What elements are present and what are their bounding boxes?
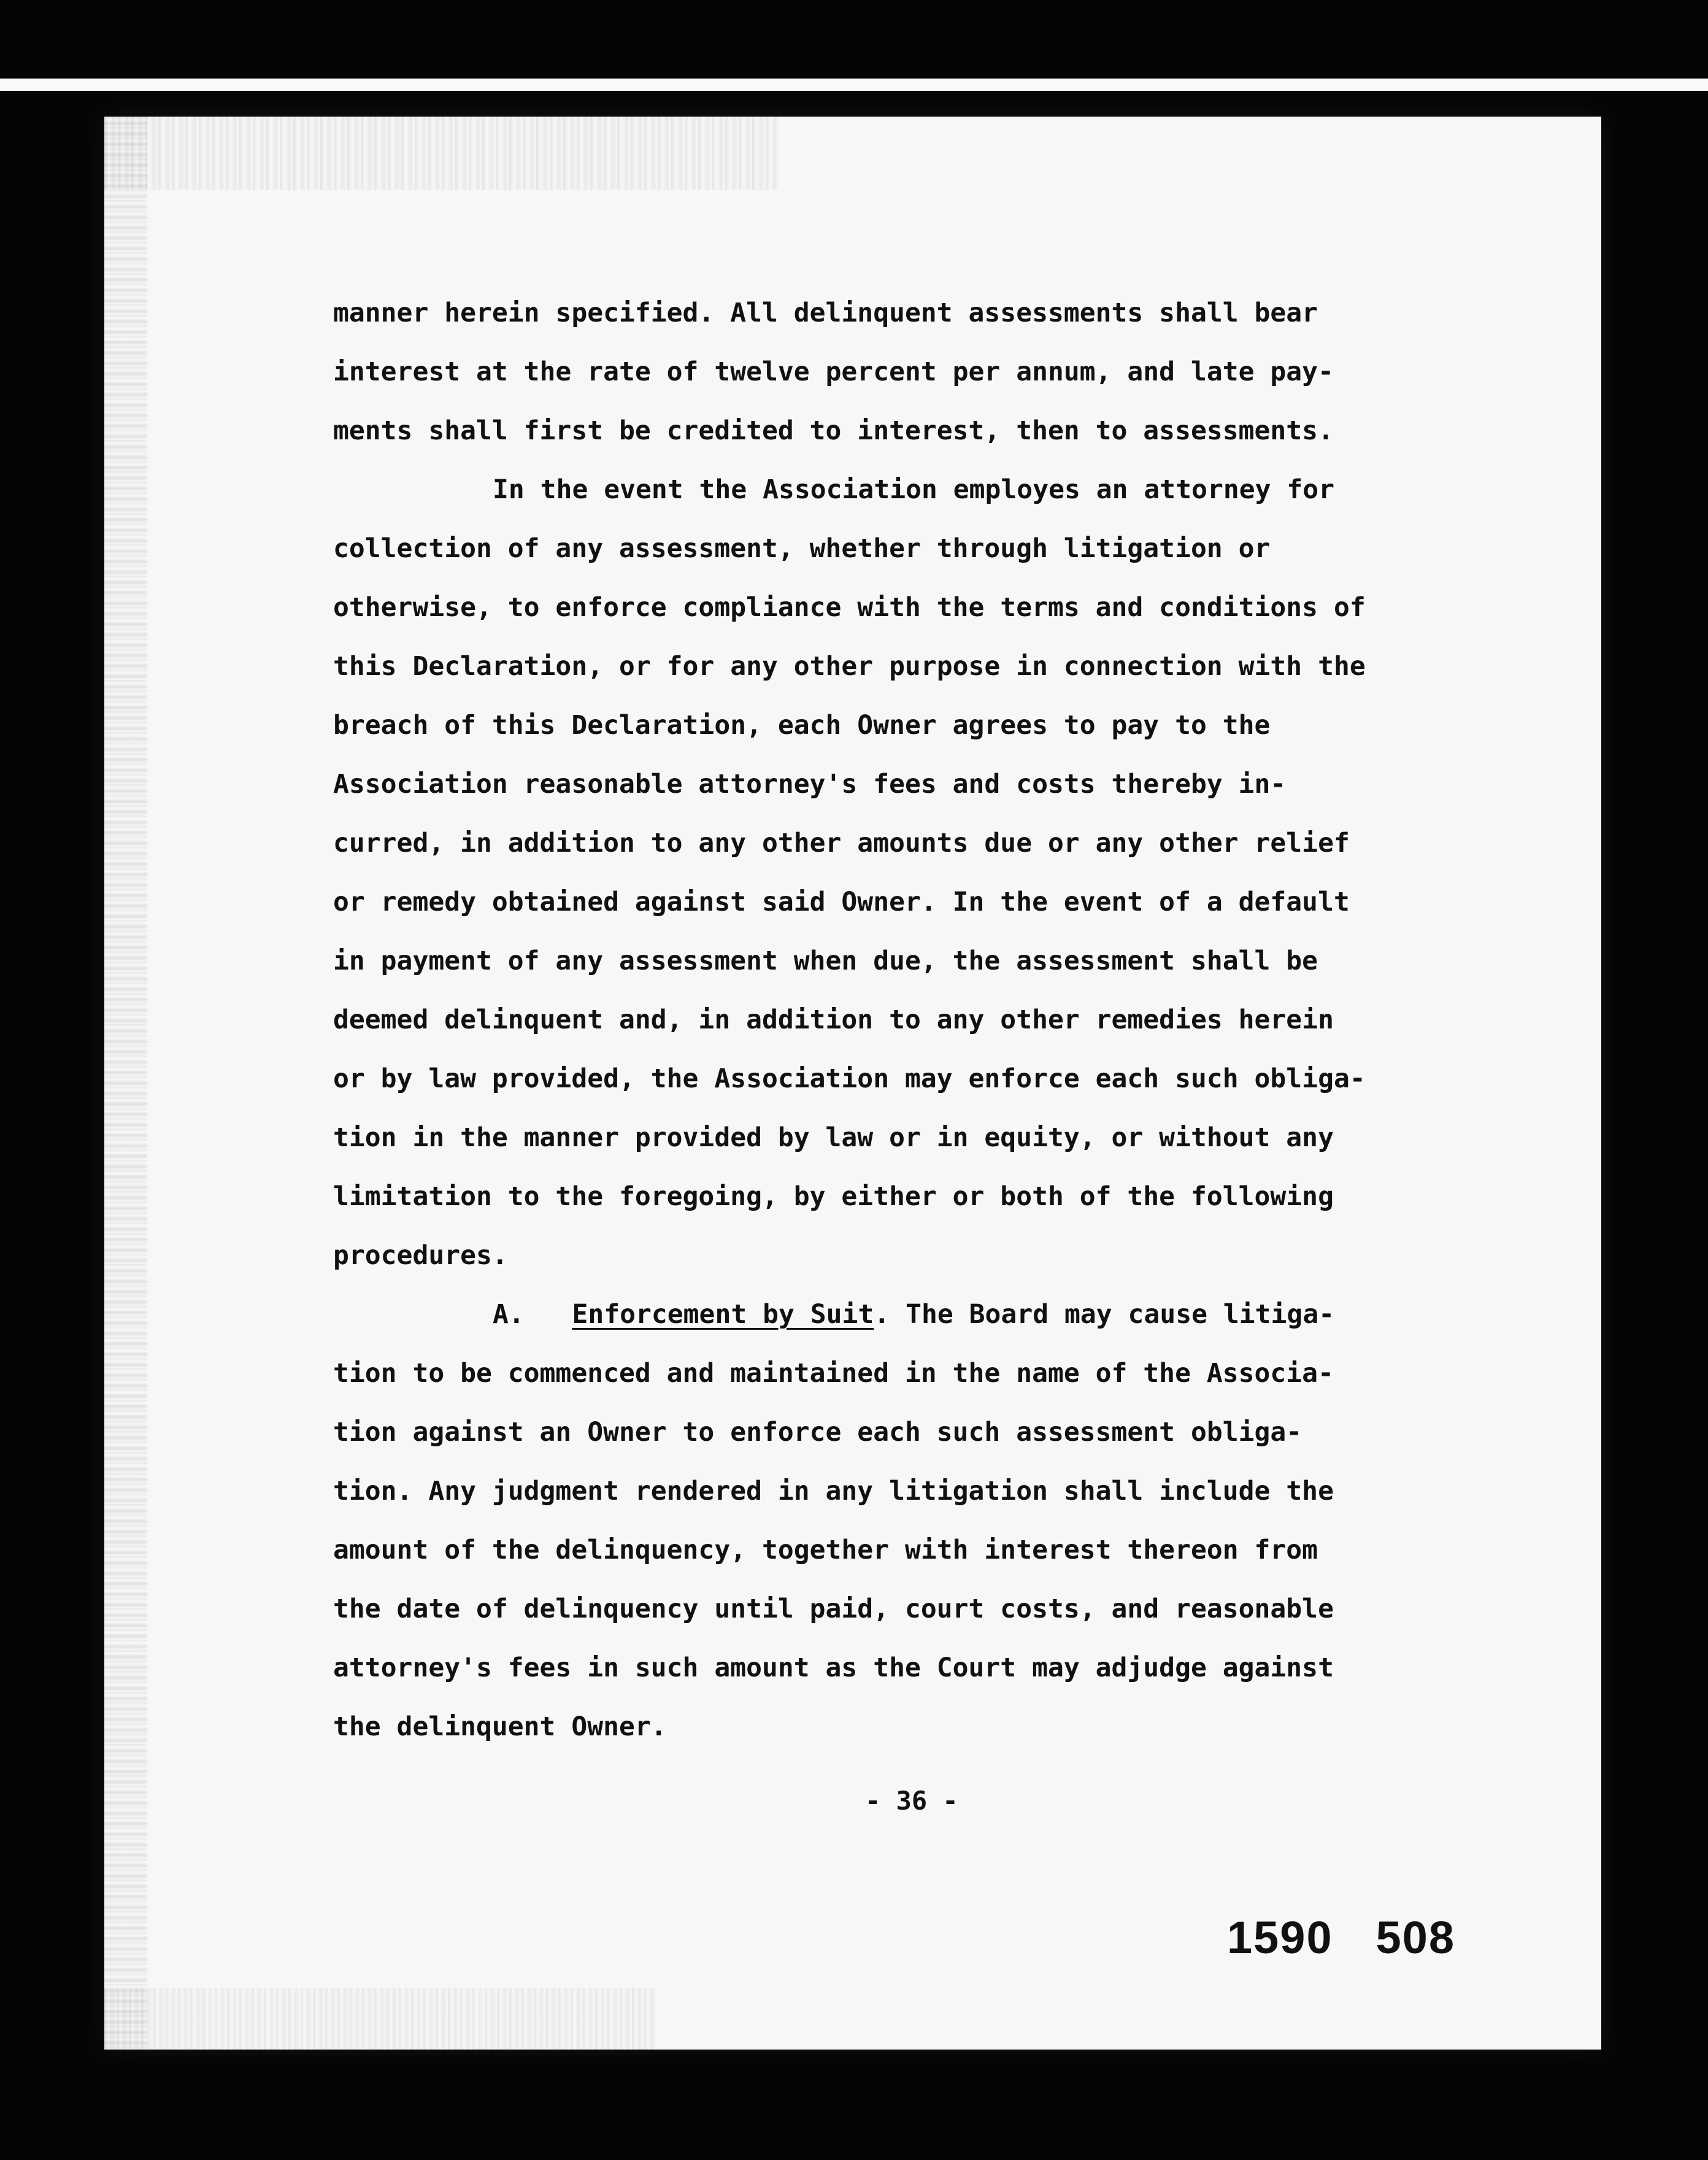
paragraph-2-line-4-text: this Declaration, or for any other purpose in connection with the: [333, 651, 1366, 682]
paragraph-2-line-8: [333, 873, 1499, 932]
book-number: 1590: [1227, 1912, 1333, 1963]
paragraph-2-line-5: [333, 696, 1499, 755]
paragraph-2-line-14: [333, 1226, 1499, 1285]
section-a-line-1: [333, 1285, 1499, 1344]
paragraph-2-line-2: [333, 519, 1499, 578]
paragraph-2-line-8-text: or remedy obtained against said Owner. In the event of a default: [333, 887, 1350, 917]
scan-noise-bottom: [104, 1988, 656, 2050]
book-page-number: 508: [1375, 1912, 1456, 1963]
paragraph-2-line-9: [333, 932, 1499, 990]
section-a-line-2: [333, 1344, 1499, 1403]
paragraph-1-line-1: [333, 284, 1499, 342]
paragraph-2-line-3-text: otherwise, to enforce compliance with the terms and conditions of: [333, 592, 1366, 623]
section-a-line-2-text: tion to be commenced and maintained in the name of the Associa-: [333, 1358, 1334, 1389]
paragraph-2-line-1: [333, 460, 1499, 519]
paragraph-2-line-12-text: tion in the manner provided by law or in equity, or without any: [333, 1122, 1334, 1153]
section-a-line-6: [333, 1580, 1499, 1638]
paragraph-1-line-3: [333, 401, 1499, 460]
section-a-line-3-text: tion against an Owner to enforce each such assessment obliga-: [333, 1417, 1302, 1448]
paragraph-2-line-6: [333, 755, 1499, 814]
paragraph-2-line-5-text: breach of this Declaration, each Owner agrees to pay to the: [333, 710, 1271, 741]
section-a-line-5-text: amount of the delinquency, together with interest thereon from: [333, 1535, 1318, 1565]
paragraph-2-line-11: [333, 1049, 1499, 1108]
section-a-label: A.: [493, 1299, 525, 1330]
section-a-line-8-text: the delinquent Owner.: [333, 1711, 667, 1742]
section-a-line-7: [333, 1638, 1499, 1697]
section-a-line-7-text: attorney's fees in such amount as the Court may adjudge against: [333, 1653, 1334, 1683]
paragraph-2-line-6-text: Association reasonable attorney's fees and costs thereby in-: [333, 769, 1287, 800]
paragraph-2-line-12: [333, 1108, 1499, 1167]
section-a-line-8: [333, 1697, 1499, 1756]
page-number: - 36 -: [865, 1786, 958, 1816]
section-a-line-5: [333, 1521, 1499, 1580]
paragraph-2-line-10: [333, 990, 1499, 1049]
paragraph-2-line-13: [333, 1167, 1499, 1226]
paragraph-2-line-4: [333, 637, 1499, 696]
scan-top-rule: [0, 79, 1708, 91]
paragraph-2-line-13-text: limitation to the foregoing, by either or both of the following: [333, 1181, 1334, 1212]
paragraph-2-line-10-text: deemed delinquent and, in addition to any other remedies herein: [333, 1005, 1334, 1035]
paragraph-2-line-7: [333, 814, 1499, 873]
paragraph-1-line-2: [333, 342, 1499, 401]
document-body: [333, 284, 1499, 1756]
section-a-line-4-text: tion. Any judgment rendered in any litigation shall include the: [333, 1476, 1334, 1506]
paragraph-2-line-2-text: collection of any assessment, whether through litigation or: [333, 533, 1271, 564]
paragraph-2-line-9-text: in payment of any assessment when due, the assessment shall be: [333, 946, 1318, 976]
book-page-stamp: [1227, 1911, 1455, 1964]
section-a-line-3: [333, 1403, 1499, 1462]
paragraph-2-line-7-text: curred, in addition to any other amounts due or any other relief: [333, 828, 1350, 858]
paragraph-1-line-3-text: ments shall first be credited to interest, then to assessments.: [333, 415, 1334, 446]
section-a-line-4: [333, 1462, 1499, 1521]
paragraph-2-line-3: [333, 578, 1499, 637]
paragraph-2-line-1-text: In the event the Association employes an attorney for: [493, 474, 1335, 505]
section-a-line-6-text: the date of delinquency until paid, court costs, and reasonable: [333, 1594, 1334, 1624]
section-a-first-line-rest: . The Board may cause litiga-: [874, 1299, 1335, 1330]
section-a-heading: Enforcement by Suit: [572, 1299, 874, 1330]
paragraph-1-line-1-text: manner herein specified. All delinquent assessments shall bear: [333, 298, 1318, 328]
scan-noise-top: [104, 117, 779, 190]
paragraph-2-line-11-text: or by law provided, the Association may enforce each such obliga-: [333, 1063, 1366, 1094]
paragraph-1-line-2-text: interest at the rate of twelve percent per annum, and late pay-: [333, 357, 1334, 387]
paragraph-2-line-14-text: procedures.: [333, 1240, 508, 1271]
scan-noise-left: [104, 117, 147, 2050]
